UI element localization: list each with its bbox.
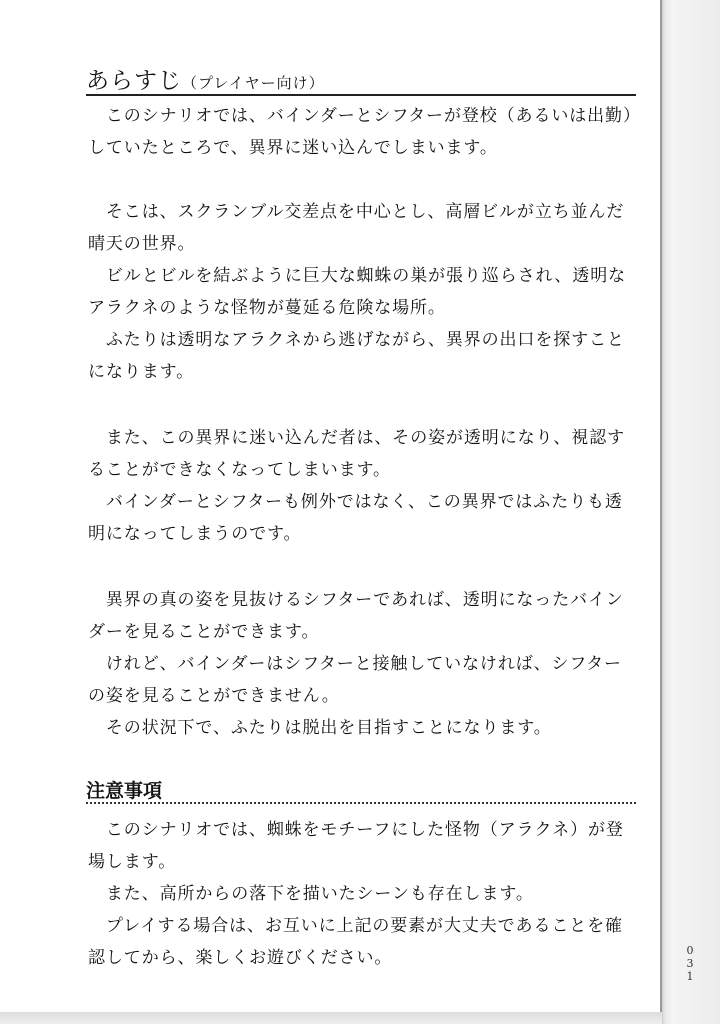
page-number-digit: 1 bbox=[686, 970, 694, 983]
synopsis-paragraph bbox=[88, 324, 648, 388]
page-number-digit: 3 bbox=[686, 957, 694, 970]
text-line: このシナリオでは、バインダーとシフターが登校（あるいは出勤） bbox=[88, 106, 641, 126]
text-line: また、この異界に迷い込んだ者は、その姿が透明になり、視認す bbox=[88, 428, 625, 448]
synopsis-heading bbox=[86, 62, 636, 96]
synopsis-paragraph bbox=[88, 712, 648, 744]
text-line: の姿を見ることができません。 bbox=[88, 686, 340, 706]
text-line: ふたりは透明なアラクネから逃げながら、異界の出口を探すこと bbox=[88, 330, 625, 350]
text-line: ビルとビルを結ぶように巨大な蜘蛛の巣が張り巡らされ、透明な bbox=[88, 266, 627, 286]
synopsis-paragraph bbox=[88, 648, 648, 712]
notice-paragraph bbox=[88, 910, 648, 974]
text-line: 場します。 bbox=[88, 852, 177, 872]
page-number bbox=[684, 944, 696, 983]
text-line: 認してから、楽しくお遊びください。 bbox=[88, 948, 393, 968]
text-line: 異界の真の姿を見抜けるシフターであれば、透明になったバイン bbox=[88, 590, 624, 610]
synopsis-paragraph bbox=[88, 260, 648, 324]
text-line: ることができなくなってしまいます。 bbox=[88, 460, 391, 480]
synopsis-paragraph bbox=[88, 486, 648, 550]
page-number-digit: 0 bbox=[686, 944, 694, 957]
text-line: けれど、バインダーはシフターと接触していなければ、シフター bbox=[88, 654, 622, 674]
page-edge-shadow bbox=[662, 0, 720, 1024]
text-line: そこは、スクランブル交差点を中心とし、高層ビルが立ち並んだ bbox=[88, 202, 625, 222]
synopsis-heading-main: あらすじ bbox=[86, 68, 182, 94]
text-line: になります。 bbox=[88, 362, 195, 382]
notice-heading bbox=[86, 772, 636, 804]
text-line: していたところで、異界に迷い込んでしまいます。 bbox=[88, 138, 498, 158]
text-line: 晴天の世界。 bbox=[88, 234, 196, 254]
notice-paragraph bbox=[88, 814, 648, 878]
page-bottom-edge bbox=[0, 1012, 662, 1024]
text-line: バインダーとシフターも例外ではなく、この異界ではふたりも透 bbox=[88, 492, 623, 512]
synopsis-paragraph bbox=[88, 584, 648, 648]
notice-paragraph bbox=[88, 878, 648, 910]
synopsis-paragraph bbox=[88, 422, 648, 486]
text-line: 明になってしまうのです。 bbox=[88, 524, 302, 544]
text-line: ダーを見ることができます。 bbox=[88, 622, 320, 642]
text-line: アラクネのような怪物が蔓延る危険な場所。 bbox=[88, 298, 446, 318]
text-line: また、高所からの落下を描いたシーンも存在します。 bbox=[88, 884, 534, 904]
synopsis-heading-sub: （プレイヤー向け） bbox=[182, 74, 325, 92]
text-line: プレイする場合は、お互いに上記の要素が大丈夫であることを確 bbox=[88, 916, 623, 936]
text-line: このシナリオでは、蜘蛛をモチーフにした怪物（アラクネ）が登 bbox=[88, 820, 624, 840]
text-line: その状況下で、ふたりは脱出を目指すことになります。 bbox=[88, 718, 552, 738]
notice-heading-text: 注意事項 bbox=[86, 780, 163, 802]
synopsis-paragraph bbox=[88, 100, 648, 164]
synopsis-paragraph bbox=[88, 196, 648, 260]
